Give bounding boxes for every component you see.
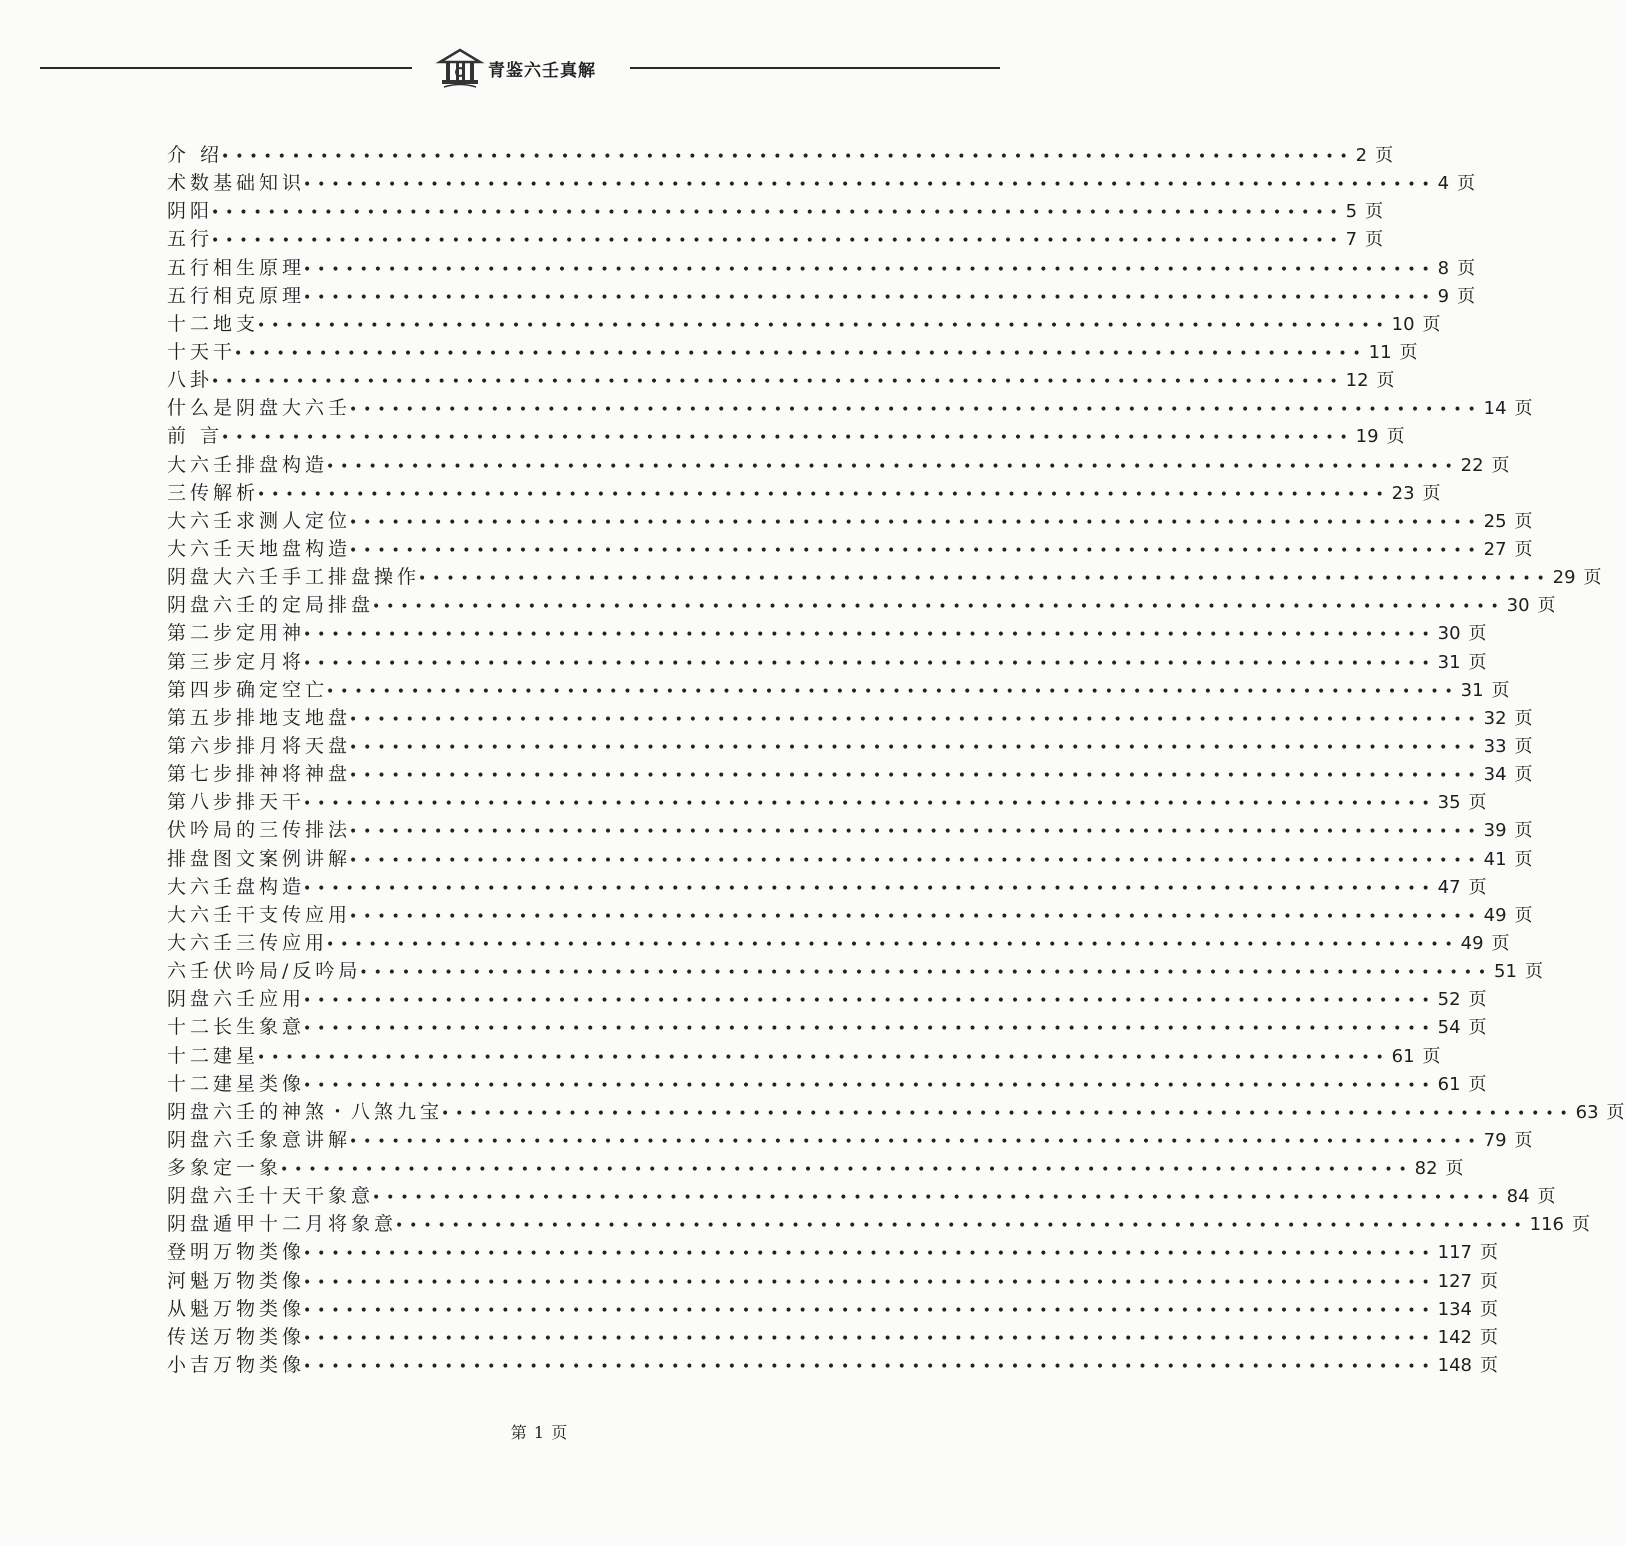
toc-entry-page [1346,225,1383,251]
toc-entry-title: 第四步确定空亡 [167,678,329,701]
toc-entry [167,731,1533,759]
toc-entry [167,393,1533,421]
toc-entry [167,365,1395,393]
toc-entry-page [1346,197,1383,223]
toc-page-number: 10 [1391,313,1415,335]
toc-entry [167,1322,1498,1350]
page-footer [0,1420,1080,1443]
toc-page-unit: 页 [1468,792,1487,814]
toc-leader-dots: •••••••••••••••••••••••••••••••••••••••••••••••••••••••••••••••••••••••••••••••• [303,1302,1436,1319]
toc-page-unit: 页 [1457,285,1476,307]
toc-page-unit: 页 [1514,848,1533,870]
toc-entry-title: 从魁万物类像 [167,1297,306,1320]
toc-leader-dots: •••••••••••••••••••••••••••••••••••••••••••••••••••••••••••••••••••••••••••••••• [280,1162,1413,1179]
toc-entry-page [1369,338,1418,364]
toc-entry [167,647,1487,675]
toc-page-number: 49 [1483,904,1507,926]
toc-entry [167,703,1533,731]
toc-entry-page [1576,1098,1625,1124]
toc-entry-page [1484,535,1533,561]
toc-entry-page [1356,422,1405,448]
toc-entry-title: 十二地支 [167,312,260,335]
toc-entry-title: 排盘图文案例讲解 [167,847,352,870]
header-title: 青鉴六壬真解 [488,61,596,81]
toc-entry-title: 第七步排神将神盘 [167,763,352,786]
toc-page-unit: 页 [1514,398,1533,420]
toc-page-unit: 页 [1468,876,1487,898]
toc-entry-title: 五行相生原理 [167,256,306,279]
toc-page-unit: 页 [1491,932,1510,954]
toc-entry-page [1484,1126,1533,1152]
toc-entry-page [1507,1182,1556,1208]
toc-page-unit: 页 [1365,201,1384,223]
toc-page-number: 31 [1460,679,1484,701]
toc-entry [167,928,1510,956]
toc-entry-page [1356,141,1393,167]
toc-leader-dots: •••••••••••••••••••••••••••••••••••••••••••••••••••••••••••••••••••••••••••••••• [372,599,1505,616]
toc-entry-title: 大六壬三传应用 [167,931,329,954]
toc-page-number: 116 [1529,1214,1564,1236]
toc-entry [167,196,1384,224]
toc-page-number: 142 [1437,1326,1472,1348]
toc-page-unit: 页 [1375,145,1394,166]
toc-entry-page [1530,1210,1590,1236]
toc-entry-title: 大六壬天地盘构造 [167,537,352,560]
toc-page-number: 27 [1483,538,1507,560]
toc-page-number: 22 [1460,454,1484,476]
toc-page-number: 4 [1437,173,1450,195]
toc-page-number: 148 [1437,1355,1472,1377]
toc-entry-page [1438,648,1487,674]
toc-entry-page [1484,845,1533,871]
toc-entry-title: 传送万物类像 [167,1325,306,1348]
toc-entry-title: 五行相克原理 [167,284,306,307]
toc-entry-page [1438,1295,1498,1321]
toc-page-unit: 页 [1514,820,1533,842]
toc-entry [167,1209,1590,1237]
toc-page-number: 33 [1483,735,1507,757]
toc-page-unit: 页 [1491,454,1510,476]
toc-entry-page [1553,563,1602,589]
toc-leader-dots: •••••••••••••••••••••••••••••••••••••••••••••••••••••••••••••••••••••••••••••••• [372,1190,1505,1207]
toc-page-unit: 页 [1386,426,1405,448]
toc-page-unit: 页 [1422,482,1441,504]
toc-page-number: 35 [1437,792,1461,814]
toc-leader-dots: •••••••••••••••••••••••••••••••••••••••••••••••••••••••••••••••••••••••••••••••• [257,486,1390,503]
toc-page-unit: 页 [1583,567,1602,589]
toc-page-unit: 页 [1422,313,1441,335]
toc-page-unit: 页 [1514,1129,1533,1151]
toc-entry-title: 阴盘六壬象意讲解 [167,1128,352,1151]
toc-leader-dots: •••••••••••••••••••••••••••••••••••••••••••••••••••••••••••••••••••••••••••••••• [441,1105,1574,1122]
toc-page-unit: 页 [1480,1326,1498,1348]
toc-leader-dots: •••••••••••••••••••••••••••••••••••••••••••••••••••••••••••••••••••••••••••••••• [211,205,1344,222]
toc-page-unit: 页 [1399,341,1418,363]
toc-leader-dots: •••••••••••••••••••••••••••••••••••••••••••••••••••••••••••••••••••••••••••••••• [221,149,1354,165]
toc-page-number: 127 [1437,1270,1472,1292]
toc-leader-dots: •••••••••••••••••••••••••••••••••••••••••••••••••••••••••••••••••••••••••••••••• [303,1077,1436,1094]
toc-page-number: 82 [1414,1158,1438,1180]
toc-entry [167,140,1394,168]
toc-entry [167,1097,1625,1125]
toc-entry-title: 十二建星 [167,1044,260,1067]
toc-page-number: 134 [1437,1298,1472,1320]
toc-page-unit: 页 [1480,1270,1498,1292]
toc-entry-page [1392,310,1441,336]
toc-entry [167,675,1510,703]
toc-page-number: 84 [1506,1186,1530,1208]
toc-entry [167,224,1384,252]
toc-entry [167,1012,1487,1040]
toc-leader-dots: •••••••••••••••••••••••••••••••••••••••••••••••••••••••••••••••••••••••••••••••• [303,177,1436,194]
footer-prefix: 第 [510,1423,529,1442]
temple-logo-icon [438,46,482,90]
toc-leader-dots: •••••••••••••••••••••••••••••••••••••••••••••••••••••••••••••••••••••••••••••••• [395,1218,1528,1235]
toc-page-number: 54 [1437,1017,1461,1039]
toc-page-number: 8 [1437,257,1450,279]
toc-leader-dots: •••••••••••••••••••••••••••••••••••••••••••••••••••••••••••••••••••••••••••••••• [349,852,1482,869]
toc-entry-title: 十二建星类像 [167,1072,306,1095]
toc-leader-dots: •••••••••••••••••••••••••••••••••••••••••••••••••••••••••••••••••••••••••••••••• [349,824,1482,841]
toc-entry [167,1041,1441,1069]
toc-page-unit: 页 [1468,989,1487,1011]
toc-page-number: 41 [1483,848,1507,870]
toc-page-unit: 页 [1514,707,1533,729]
toc-entry-title: 大六壬盘构造 [167,875,306,898]
toc-page-unit: 页 [1365,229,1384,251]
toc-entry-title: 河魁万物类像 [167,1269,306,1292]
toc-page-number: 117 [1437,1242,1472,1264]
footer-page-number: 1 [533,1423,547,1442]
toc-page-number: 5 [1345,201,1358,223]
toc-page-number: 51 [1494,961,1517,983]
toc-entry-page [1438,985,1487,1011]
toc-entry-title: 第二步定用神 [167,622,306,645]
toc-entry-page [1438,1238,1498,1264]
toc-leader-dots: •••••••••••••••••••••••••••••••••••••••••••••••••••••••••••••••••••••••••••••••• [221,430,1354,447]
toc-entry [167,1181,1556,1209]
toc-page-number: 29 [1552,567,1576,589]
toc-page-number: 34 [1483,764,1507,786]
toc-page-number: 52 [1437,989,1461,1011]
toc-leader-dots: •••••••••••••••••••••••••••••••••••••••••••••••••••••••••••••••••••••••••••••••• [303,627,1436,644]
toc-entry-title: 八卦 [167,369,214,392]
toc-page-number: 19 [1355,426,1379,448]
toc-entry [167,534,1533,562]
toc-entry [167,815,1533,843]
toc-page-number: 61 [1437,1073,1461,1095]
toc-page-number: 12 [1345,370,1369,392]
toc-page-number: 25 [1483,510,1507,532]
toc-leader-dots: •••••••••••••••••••••••••••••••••••••••••••••••••••••••••••••••••••••••••••••••• [303,796,1436,813]
header-rule-left [40,67,412,69]
toc-leader-dots: •••••••••••••••••••••••••••••••••••••••••••••••••••••••••••••••••••••••••••••••• [303,1274,1436,1291]
toc-entry [167,309,1441,337]
toc-page-unit: 页 [1376,370,1395,392]
toc-page-number: 9 [1437,285,1450,307]
toc-leader-dots: •••••••••••••••••••••••••••••••••••••••••••••••••••••••••••••••••••••••••••••••• [303,880,1436,897]
toc-leader-dots: •••••••••••••••••••••••••••••••••••••••••••••••••••••••••••••••••••••••••••••••• [211,374,1344,391]
toc-entry [167,984,1487,1012]
toc-leader-dots: •••••••••••••••••••••••••••••••••••••••••••••••••••••••••••••••••••••••••••••••• [349,402,1482,419]
toc-page-number: 2 [1355,145,1368,166]
toc-leader-dots: •••••••••••••••••••••••••••••••••••••••••••••••••••••••••••••••••••••••••••••••• [349,711,1482,728]
toc-leader-dots: •••••••••••••••••••••••••••••••••••••••••••••••••••••••••••••••••••••••••••••••• [303,993,1436,1010]
toc-entry [167,1294,1498,1322]
toc-entry-page [1461,451,1510,477]
toc-entry-title: 阴盘六壬应用 [167,988,306,1011]
toc-entry-page [1438,169,1475,195]
toc-entry-title: 三传解析 [167,481,260,504]
toc-leader-dots: •••••••••••••••••••••••••••••••••••••••••••••••••••••••••••••••••••••••••••••••• [303,1330,1436,1347]
toc-entry-title: 第五步排地支地盘 [167,706,352,729]
toc-page-unit: 页 [1468,651,1487,673]
toc-entry-title: 五行 [167,228,214,251]
toc-entry [167,562,1602,590]
toc-entry-title: 大六壬干支传应用 [167,903,352,926]
toc-leader-dots: •••••••••••••••••••••••••••••••••••••••••••••••••••••••••••••••••••••••••••••••• [349,739,1482,756]
toc-entry [167,281,1476,309]
footer-suffix: 页 [551,1423,570,1442]
toc-leader-dots: •••••••••••••••••••••••••••••••••••••••••••••••••••••••••••••••••••••••••••••••• [303,1021,1436,1038]
toc-entry [167,590,1556,618]
toc-leader-dots: •••••••••••••••••••••••••••••••••••••••••••••••••••••••••••••••••••••••••••••••• [303,289,1436,306]
toc-entry-page [1438,873,1487,899]
toc-entry-page [1484,901,1533,927]
toc-entry-page [1438,1267,1498,1293]
toc-entry-title: 阴阳 [167,200,214,223]
toc-page-unit: 页 [1514,764,1533,786]
toc-page-unit: 页 [1468,1017,1487,1039]
toc-entry-page [1494,957,1543,983]
toc-entry-page [1438,788,1487,814]
toc-entry [167,421,1405,449]
toc-leader-dots: •••••••••••••••••••••••••••••••••••••••••••••••••••••••••••••••••••••••••••••••• [234,345,1367,362]
toc-page-unit: 页 [1514,735,1533,757]
toc-entry-title: 十天干 [167,340,237,363]
toc-page-number: 79 [1483,1129,1507,1151]
toc-page-unit: 页 [1457,257,1476,279]
toc-entry [167,1350,1498,1378]
page-header [40,44,1000,92]
toc-leader-dots: •••••••••••••••••••••••••••••••••••••••••••••••••••••••••••••••••••••••••••••••• [303,655,1436,672]
toc-entry-page [1438,1013,1487,1039]
header-rule-right [630,67,1000,69]
toc-entry [167,253,1476,281]
toc-entry [167,1153,1464,1181]
toc-entry [167,450,1510,478]
toc-entry-title: 小吉万物类像 [167,1354,306,1377]
toc-page-number: 31 [1437,651,1461,673]
toc-page-number: 7 [1345,229,1358,251]
toc-entry-title: 登明万物类像 [167,1241,306,1264]
toc-entry-page [1346,366,1395,392]
toc-entry-title: 大六壬排盘构造 [167,453,329,476]
toc-entry [167,478,1441,506]
toc-entry-page [1507,591,1556,617]
toc-entry-page [1484,704,1533,730]
toc-page-number: 30 [1437,623,1461,645]
toc-leader-dots: •••••••••••••••••••••••••••••••••••••••••••••••••••••••••••••••••••••••••••••••• [326,458,1459,475]
toc-page-unit: 页 [1524,961,1543,983]
toc-entry-page [1484,507,1533,533]
toc-entry-title: 多象定一象 [167,1157,283,1180]
toc-entry-page [1484,760,1533,786]
toc-page-number: 11 [1368,341,1392,363]
toc-page-unit: 页 [1514,904,1533,926]
toc-entry [167,1125,1533,1153]
toc-leader-dots: •••••••••••••••••••••••••••••••••••••••••••••••••••••••••••••••••••••••••••••••• [257,317,1390,334]
toc-leader-dots: •••••••••••••••••••••••••••••••••••••••••••••••••••••••••••••••••••••••••••••••• [349,1133,1482,1150]
toc-entry-page [1484,394,1533,420]
toc-page-unit: 页 [1468,1073,1487,1095]
toc-entry [167,956,1543,984]
toc-page-unit: 页 [1468,623,1487,645]
toc-leader-dots: •••••••••••••••••••••••••••••••••••••••••••••••••••••••••••••••••••••••••••••••• [349,768,1482,785]
toc-page-number: 14 [1483,398,1507,420]
toc-page-number: 30 [1506,595,1530,617]
toc-page-unit: 页 [1445,1158,1464,1180]
toc-leader-dots: •••••••••••••••••••••••••••••••••••••••••••••••••••••••••••••••••••••••••••••••• [257,1049,1390,1066]
toc-entry [167,1237,1498,1265]
toc-leader-dots: •••••••••••••••••••••••••••••••••••••••••••••••••••••••••••••••••••••••••••••••• [359,965,1493,982]
toc-page-unit: 页 [1491,679,1510,701]
toc-entry-title: 伏吟局的三传排法 [167,819,352,842]
toc-entry-title: 阴盘大六壬手工排盘操作 [167,566,421,589]
toc-entry [167,787,1487,815]
toc-page-number: 39 [1483,820,1507,842]
toc-leader-dots: •••••••••••••••••••••••••••••••••••••••••••••••••••••••••••••••••••••••••••••••• [418,571,1551,588]
toc-leader-dots: •••••••••••••••••••••••••••••••••••••••••••••••••••••••••••••••••••••••••••••••• [349,908,1482,925]
toc-entry [167,1266,1498,1294]
toc-page-unit: 页 [1480,1298,1498,1320]
toc-entry-page [1484,732,1533,758]
toc-entry-page [1438,254,1475,280]
toc-entry-page [1461,676,1510,702]
toc-leader-dots: •••••••••••••••••••••••••••••••••••••••••••••••••••••••••••••••••••••••••••••••• [211,233,1344,250]
toc-entry-title: 术数基础知识 [167,172,306,195]
toc-entry-title: 六壬伏吟局/反吟局 [167,960,362,983]
toc-entry-title: 十二长生象意 [167,1016,306,1039]
toc-page-unit: 页 [1514,538,1533,560]
toc-entry-title: 什么是阴盘大六壬 [167,397,352,420]
toc-leader-dots: •••••••••••••••••••••••••••••••••••••••••••••••••••••••••••••••••••••••••••••••• [303,1246,1436,1263]
toc-entry-page [1438,1070,1487,1096]
toc-entry-title: 阴盘六壬的神煞・八煞九宝 [167,1100,444,1123]
toc-entry-page [1415,1154,1464,1180]
toc-page-number: 63 [1575,1101,1599,1123]
toc-entry-title: 大六壬求测人定位 [167,509,352,532]
toc-entry-page [1438,1323,1498,1349]
toc-entry [167,168,1476,196]
toc-page-unit: 页 [1480,1242,1498,1264]
toc-leader-dots: •••••••••••••••••••••••••••••••••••••••••••••••••••••••••••••••••••••••••••••••• [303,261,1436,278]
toc-page-number: 23 [1391,482,1415,504]
toc-entry [167,759,1533,787]
toc-entry [167,900,1533,928]
toc-entry-title: 介 绍 [167,144,224,166]
toc-entry-page [1461,929,1510,955]
toc-entry [167,844,1533,872]
toc-page-unit: 页 [1537,595,1556,617]
toc-page-unit: 页 [1606,1101,1625,1123]
toc-page-unit: 页 [1514,510,1533,532]
toc-entry-title: 第八步排天干 [167,791,306,814]
toc-leader-dots: •••••••••••••••••••••••••••••••••••••••••••••••••••••••••••••••••••••••••••••••• [326,683,1459,700]
toc-entry [167,337,1418,365]
toc-entry-title: 第三步定月将 [167,650,306,673]
toc-page-number: 49 [1460,932,1484,954]
toc-entry-title: 阴盘六壬的定局排盘 [167,594,375,617]
toc-entry-page [1392,479,1441,505]
toc-leader-dots: •••••••••••••••••••••••••••••••••••••••••••••••••••••••••••••••••••••••••••••••• [349,542,1482,559]
toc-leader-dots: •••••••••••••••••••••••••••••••••••••••••••••••••••••••••••••••••••••••••••••••• [303,1359,1436,1376]
toc-entry [167,618,1487,646]
toc-entry-title: 第六步排月将天盘 [167,734,352,757]
toc-page-unit: 页 [1457,173,1476,195]
toc-entry [167,872,1487,900]
toc-entry-page [1484,816,1533,842]
toc-entry-page [1438,619,1487,645]
toc-entry [167,1069,1487,1097]
toc-page-number: 47 [1437,876,1461,898]
toc-page-unit: 页 [1572,1214,1590,1236]
toc-entry-page [1392,1042,1441,1068]
table-of-contents [167,140,1625,1378]
toc-page-unit: 页 [1422,1045,1441,1067]
toc-entry [167,506,1533,534]
toc-entry-page [1438,1351,1498,1377]
toc-leader-dots: •••••••••••••••••••••••••••••••••••••••••••••••••••••••••••••••••••••••••••••••• [349,514,1482,531]
toc-entry-page [1438,282,1475,308]
toc-page-unit: 页 [1537,1186,1556,1208]
toc-entry-title: 前 言 [167,425,224,448]
toc-page-unit: 页 [1480,1355,1498,1377]
toc-page-number: 32 [1483,707,1507,729]
toc-leader-dots: •••••••••••••••••••••••••••••••••••••••••••••••••••••••••••••••••••••••••••••••• [326,936,1459,953]
toc-entry-title: 阴盘六壬十天干象意 [167,1185,375,1208]
toc-page-number: 61 [1391,1045,1415,1067]
toc-entry-title: 阴盘遁甲十二月将象意 [167,1213,398,1236]
